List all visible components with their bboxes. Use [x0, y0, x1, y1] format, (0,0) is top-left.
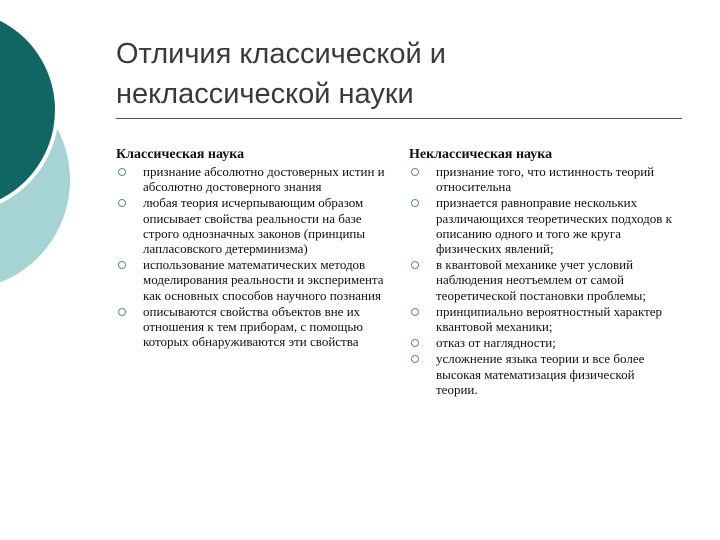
list-item — [409, 257, 674, 303]
list-item-text: усложнение языка теории и все более высокая математизация физической теории. — [436, 351, 645, 397]
list-item — [409, 351, 674, 397]
list-item-text: принципиально вероятностный характер квантовой механики; — [436, 303, 663, 335]
list-item — [116, 164, 391, 194]
list-item-text: признание абсолютно достоверных истин и абсолютно достоверного знания — [143, 164, 385, 195]
list-item-text: описываются свойства объектов вне их отношения к тем приборам, с помощью которых обнаруживаются эти свойства — [143, 303, 364, 350]
circle-bullet-icon — [411, 168, 419, 176]
classical-heading: Классическая наука — [116, 147, 245, 162]
list-item — [409, 335, 674, 350]
nonclassical-heading: Неклассическая наука — [409, 147, 553, 162]
circle-bullet-icon — [118, 261, 126, 269]
title-divider — [116, 118, 682, 119]
decorative-circles — [0, 0, 100, 300]
list-item — [409, 195, 674, 256]
list-item-text: любая теория исчерпывающим образом описывает свойства реальности на базе строго однозначных законов (принципы лапласовского детерминизма) — [143, 195, 366, 257]
list-item — [116, 257, 391, 303]
circle-bullet-icon — [118, 199, 126, 207]
list-item — [409, 304, 674, 334]
nonclassical-science-column — [409, 147, 674, 398]
slide-title — [116, 34, 676, 114]
list-item — [116, 195, 391, 256]
list-item-text: отказ от наглядности; — [436, 335, 556, 351]
classical-science-column — [116, 147, 391, 350]
circle-bullet-icon — [411, 355, 419, 363]
list-item-text: признается равноправие нескольких различающихся теоретических подходов к описанию одного и того же круга физических явлений; — [436, 195, 672, 257]
circle-bullet-icon — [411, 339, 419, 347]
nonclassical-list — [409, 164, 674, 397]
circle-bullet-icon — [118, 168, 126, 176]
list-item-text: использование математических методов моделирования реальности и эксперимента как основных способов научного познания — [143, 257, 384, 303]
circle-bullet-icon — [411, 261, 419, 269]
list-item — [116, 304, 391, 350]
circle-bullet-icon — [118, 308, 126, 316]
list-item-text: признание того, что истинность теорий относительна — [436, 164, 655, 195]
classical-list — [116, 164, 391, 349]
circle-bullet-icon — [411, 308, 419, 316]
title-line-1: Отличия классической и — [116, 38, 446, 70]
circle-bullet-icon — [411, 199, 419, 207]
list-item — [409, 164, 674, 194]
title-line-2: неклассической науки — [116, 78, 414, 110]
list-item-text: в квантовой механике учет условий наблюдения неотъемлем от самой теоретической постановки проблемы; — [436, 257, 646, 303]
